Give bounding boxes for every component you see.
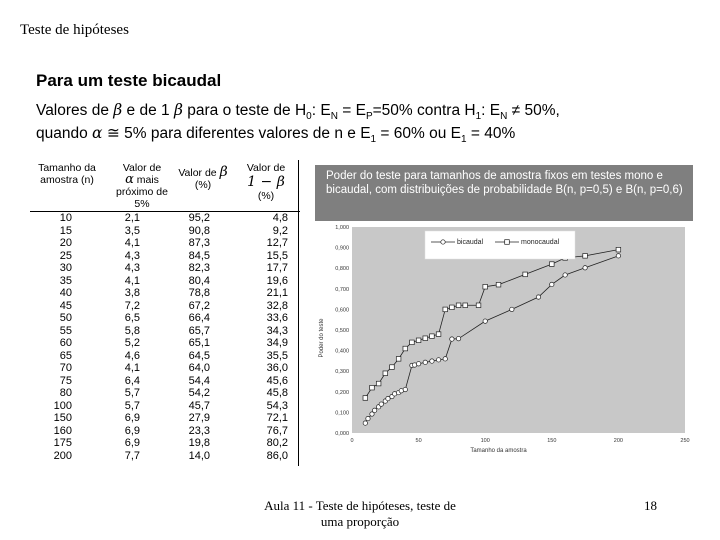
data-point-monocaudal bbox=[443, 307, 448, 312]
description-line-2: quando α ≅ 5% para diferentes valores de n e $E_1 = 60\%$ ou $E_1 = 40\%$ bbox=[36, 124, 516, 146]
table-cell: 15,5 bbox=[266, 249, 288, 262]
table-cell: 15 bbox=[59, 224, 72, 237]
table-cell: 80 bbox=[59, 387, 72, 399]
table-cell: 72,1 bbox=[266, 412, 288, 424]
data-point-bicaudal bbox=[366, 416, 370, 420]
table-cell: 55 bbox=[59, 324, 72, 337]
table-cell: 66,4 bbox=[188, 312, 210, 324]
table-cell: 6,4 bbox=[124, 374, 140, 387]
table-cell: 6,9 bbox=[124, 424, 140, 437]
description-line-1: Valores de β e de 1 β para o teste de $H_0$: $E_N = E_P=50\%$ contra $H_1$: $E_N \ne 50\%$, bbox=[36, 101, 560, 123]
table-cell: 30 bbox=[59, 262, 72, 274]
table-cell: 70 bbox=[59, 362, 72, 374]
subheading: Para um teste bicaudal bbox=[36, 71, 222, 90]
table-cell: 19,6 bbox=[266, 274, 288, 287]
table-cell: 60 bbox=[59, 337, 72, 349]
table-cell: 7,7 bbox=[124, 449, 140, 462]
table-row bbox=[30, 325, 300, 338]
table-cell: 7,2 bbox=[124, 299, 140, 312]
table-cell: 64,0 bbox=[188, 362, 210, 374]
table-row bbox=[30, 300, 300, 313]
table-row bbox=[30, 400, 300, 413]
legend-label-monocaudal: monocaudal bbox=[521, 239, 560, 246]
data-point-monocaudal bbox=[583, 254, 588, 259]
table-cell: 150 bbox=[53, 412, 72, 424]
table-cell: 33,6 bbox=[266, 312, 288, 324]
y-tick-label: 0,900 bbox=[335, 245, 349, 252]
data-point-bicaudal bbox=[403, 387, 407, 391]
data-point-monocaudal bbox=[410, 340, 415, 345]
data-point-bicaudal bbox=[416, 362, 420, 366]
table-row bbox=[30, 362, 300, 375]
table-cell: 65,1 bbox=[188, 337, 210, 349]
table-cell: 14,0 bbox=[188, 449, 210, 462]
table-cell: 90,8 bbox=[188, 224, 210, 237]
table-row bbox=[30, 237, 300, 250]
data-point-monocaudal bbox=[383, 371, 388, 376]
table-row bbox=[30, 337, 300, 350]
data-point-bicaudal bbox=[430, 359, 434, 363]
data-point-bicaudal bbox=[436, 358, 440, 362]
table-row bbox=[30, 387, 300, 400]
data-point-monocaudal bbox=[463, 303, 468, 308]
table-row bbox=[30, 312, 300, 325]
table-cell: 4,3 bbox=[124, 249, 140, 262]
table-cell: 3,5 bbox=[124, 224, 140, 237]
table-row bbox=[30, 375, 300, 388]
data-point-bicaudal bbox=[510, 307, 514, 311]
x-tick-label: 50 bbox=[415, 438, 422, 444]
table-cell: 65,7 bbox=[188, 324, 210, 337]
y-axis-label: Poder do teste bbox=[319, 318, 325, 358]
table-cell: 25 bbox=[59, 249, 72, 262]
data-point-bicaudal bbox=[483, 319, 487, 323]
data-point-bicaudal bbox=[363, 421, 367, 425]
table-cell: 5,7 bbox=[124, 387, 140, 399]
table-cell: 34,9 bbox=[266, 337, 288, 349]
table-cell: 20 bbox=[59, 237, 72, 249]
table-row bbox=[30, 412, 300, 425]
table-cell: 36,0 bbox=[266, 362, 288, 374]
data-point-bicaudal bbox=[443, 357, 447, 361]
data-point-monocaudal bbox=[390, 365, 395, 370]
table-row bbox=[30, 450, 300, 463]
table-cell: 75 bbox=[59, 374, 72, 387]
y-tick-label: 0,600 bbox=[335, 307, 349, 314]
table-cell: 200 bbox=[53, 449, 72, 462]
table-cell: 45,8 bbox=[266, 387, 288, 399]
y-tick-label: 0,700 bbox=[335, 286, 349, 293]
table-cell: 84,5 bbox=[188, 249, 210, 262]
data-point-monocaudal bbox=[363, 396, 368, 401]
data-point-monocaudal bbox=[416, 338, 421, 343]
table-cell: 45 bbox=[59, 299, 72, 312]
table-cell: 95,2 bbox=[188, 212, 210, 224]
table-cell: 87,3 bbox=[188, 237, 210, 249]
table-cell: 67,2 bbox=[188, 299, 210, 312]
data-point-bicaudal bbox=[583, 266, 587, 270]
data-point-bicaudal bbox=[616, 254, 620, 258]
table-cell: 35 bbox=[59, 274, 72, 287]
table-cell: 4,8 bbox=[272, 212, 288, 224]
table-row bbox=[30, 262, 300, 275]
table-cell: 27,9 bbox=[188, 412, 210, 424]
data-point-bicaudal bbox=[456, 336, 460, 340]
slide-title: Teste de hipóteses bbox=[20, 22, 129, 38]
x-tick-label: 200 bbox=[613, 438, 623, 444]
page-number: 18 bbox=[644, 498, 657, 513]
table-cell: 80,2 bbox=[266, 437, 288, 449]
table-cell: 6,5 bbox=[124, 312, 140, 324]
data-point-bicaudal bbox=[379, 402, 383, 406]
table-row bbox=[30, 287, 300, 300]
data-point-monocaudal bbox=[376, 381, 381, 386]
x-tick-label: 100 bbox=[480, 438, 490, 444]
data-point-bicaudal bbox=[450, 337, 454, 341]
data-point-monocaudal bbox=[483, 284, 488, 289]
data-point-bicaudal bbox=[423, 360, 427, 364]
data-point-monocaudal bbox=[456, 303, 461, 308]
table-cell: 4,6 bbox=[124, 349, 140, 362]
table-cell: 160 bbox=[53, 424, 72, 437]
table-cell: 40 bbox=[59, 287, 72, 299]
table-header bbox=[30, 160, 300, 210]
y-tick-label: 0,400 bbox=[335, 348, 349, 355]
table-row bbox=[30, 212, 300, 225]
y-tick-label: 0,000 bbox=[335, 431, 349, 437]
y-tick-label: 1,000 bbox=[335, 225, 349, 231]
table-cell: 10 bbox=[59, 212, 72, 224]
table-cell: 4,3 bbox=[124, 262, 140, 274]
table-row bbox=[30, 425, 300, 438]
data-point-monocaudal bbox=[403, 346, 408, 351]
data-point-monocaudal bbox=[496, 282, 501, 287]
table-cell: 80,4 bbox=[188, 274, 210, 287]
table-row bbox=[30, 437, 300, 450]
table-cell: 2,1 bbox=[124, 212, 140, 224]
table-cell: 23,3 bbox=[188, 424, 210, 437]
x-tick-label: 150 bbox=[547, 438, 557, 444]
power-table bbox=[30, 160, 300, 462]
header-alpha: Valor de α mais próximo de 5% bbox=[116, 162, 168, 210]
data-point-bicaudal bbox=[372, 408, 376, 412]
header-power: Valor de 1 − β (%) bbox=[246, 162, 286, 202]
table-cell: 32,8 bbox=[266, 299, 288, 312]
table-cell: 6,9 bbox=[124, 412, 140, 424]
data-point-monocaudal bbox=[423, 336, 428, 341]
data-point-monocaudal bbox=[450, 305, 455, 310]
table-row bbox=[30, 350, 300, 363]
table-body bbox=[30, 212, 300, 462]
table-cell: 12,7 bbox=[266, 237, 288, 249]
y-tick-label: 0,500 bbox=[335, 328, 349, 334]
table-cell: 4,1 bbox=[124, 362, 140, 374]
table-cell: 5,2 bbox=[124, 337, 140, 349]
legend-label-bicaudal: bicaudal bbox=[457, 239, 484, 246]
data-point-monocaudal bbox=[396, 357, 401, 362]
table-cell: 64,5 bbox=[188, 349, 210, 362]
table-cell: 5,8 bbox=[124, 324, 140, 337]
data-point-bicaudal bbox=[550, 282, 554, 286]
legend-marker-bicaudal bbox=[441, 240, 445, 244]
data-point-monocaudal bbox=[476, 303, 481, 308]
table-cell: 35,5 bbox=[266, 349, 288, 362]
table-cell: 54,4 bbox=[188, 374, 210, 387]
data-point-bicaudal bbox=[563, 273, 567, 277]
y-tick-label: 0,300 bbox=[335, 369, 349, 376]
data-point-monocaudal bbox=[550, 262, 555, 267]
table-cell: 19,8 bbox=[188, 437, 210, 449]
table-cell: 76,7 bbox=[266, 424, 288, 437]
data-point-monocaudal bbox=[523, 272, 528, 277]
table-cell: 65 bbox=[59, 349, 72, 362]
footer-text: Aula 11 - Teste de hipóteses, teste de uma proporção bbox=[264, 498, 456, 529]
data-point-monocaudal bbox=[616, 247, 621, 252]
y-tick-label: 0,800 bbox=[335, 266, 349, 273]
table-cell: 6,9 bbox=[124, 437, 140, 449]
table-cell: 100 bbox=[53, 399, 72, 412]
data-point-monocaudal bbox=[370, 385, 375, 390]
table-row bbox=[30, 275, 300, 288]
y-tick-label: 0,100 bbox=[335, 410, 349, 417]
x-tick-label: 0 bbox=[350, 438, 354, 444]
table-cell: 54,3 bbox=[266, 399, 288, 412]
table-cell: 50 bbox=[59, 312, 72, 324]
data-point-monocaudal bbox=[430, 334, 435, 339]
table-cell: 82,3 bbox=[188, 262, 210, 274]
y-tick-label: 0,200 bbox=[335, 389, 349, 396]
table-cell: 54,2 bbox=[188, 387, 210, 399]
table-cell: 9,2 bbox=[272, 224, 288, 237]
data-point-bicaudal bbox=[536, 295, 540, 299]
table-cell: 45,7 bbox=[188, 399, 210, 412]
header-sample-size: Tamanho da amostra (n) bbox=[38, 162, 96, 186]
x-tick-label: 250 bbox=[680, 438, 690, 444]
table-cell: 34,3 bbox=[266, 324, 288, 337]
table-cell: 175 bbox=[53, 437, 72, 449]
table-cell: 21,1 bbox=[266, 287, 288, 299]
table-row bbox=[30, 225, 300, 238]
table-cell: 45,6 bbox=[266, 374, 288, 387]
chart-caption: Poder do teste para tamanhos de amostra fixos em testes mono e bicaudal, com distribuições de probabilidade B(n, p=0,5) e B(n, p=0,6) bbox=[315, 165, 693, 221]
header-beta: Valor de β (%) bbox=[178, 164, 228, 191]
table-cell: 86,0 bbox=[266, 449, 288, 462]
table-cell: 4,1 bbox=[124, 274, 140, 287]
table-cell: 5,7 bbox=[124, 399, 140, 412]
table-cell: 4,1 bbox=[124, 237, 140, 249]
table-cell: 3,8 bbox=[124, 287, 140, 299]
x-axis-label: Tamanho da amostra bbox=[470, 448, 527, 454]
data-point-monocaudal bbox=[436, 332, 441, 337]
table-cell: 17,7 bbox=[266, 262, 288, 274]
table-cell: 78,8 bbox=[188, 287, 210, 299]
table-row bbox=[30, 250, 300, 263]
legend-marker-monocaudal bbox=[505, 240, 510, 245]
